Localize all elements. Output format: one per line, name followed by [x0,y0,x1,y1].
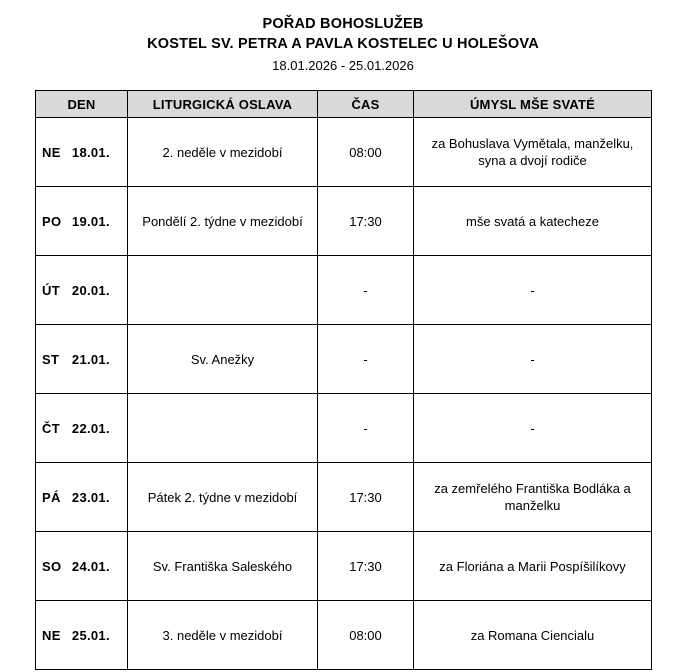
day-name: SO [42,558,62,574]
date-range: 18.01.2026 - 25.01.2026 [272,58,414,73]
table-row [36,325,652,394]
day-date: 23.01. [68,489,110,505]
cell-celebration: 3. neděle v mezidobí [128,601,318,670]
cell-day [36,601,128,670]
table-row [36,532,652,601]
cell-time: 17:30 [318,532,414,601]
cell-celebration: Pátek 2. týdne v mezidobí [128,463,318,532]
cell-day [36,532,128,601]
cell-time: - [318,256,414,325]
column-header-intention: ÚMYSL MŠE SVATÉ [414,91,652,118]
page-subtitle: KOSTEL SV. PETRA A PAVLA KOSTELEC U HOLEŠOVA [147,36,539,52]
day-name: ČT [42,420,60,436]
column-header-day: DEN [36,91,128,118]
cell-day [36,118,128,187]
page-title: POŘAD BOHOSLUŽEB [262,16,424,32]
cell-day [36,187,128,256]
cell-celebration: Sv. Františka Saleského [128,532,318,601]
column-header-celebration: LITURGICKÁ OSLAVA [128,91,318,118]
day-name: ÚT [42,282,60,298]
table-row [36,463,652,532]
table-row [36,601,652,670]
cell-celebration: 2. neděle v mezidobí [128,118,318,187]
cell-time: 08:00 [318,601,414,670]
cell-celebration: Sv. Anežky [128,325,318,394]
day-date: 22.01. [68,420,110,436]
column-header-time: ČAS [318,91,414,118]
day-date: 18.01. [68,144,110,160]
cell-time: - [318,394,414,463]
cell-time: 17:30 [318,187,414,256]
day-date: 20.01. [68,282,110,298]
cell-day [36,325,128,394]
document-header [0,0,686,76]
day-date: 19.01. [68,213,110,229]
day-name: PO [42,213,62,229]
cell-time: 17:30 [318,463,414,532]
day-name: PÁ [42,489,61,505]
day-date: 21.01. [68,351,110,367]
table-row [36,394,652,463]
day-name: NE [42,144,61,160]
table-row [36,256,652,325]
table-header-row [36,91,652,118]
schedule-table [35,90,652,670]
cell-intention: za Floriána a Marii Pospíšilíkovy [414,532,652,601]
cell-intention: za zemřelého Františka Bodláka a manželku [414,463,652,532]
table-row [36,187,652,256]
cell-day [36,463,128,532]
cell-intention: - [414,325,652,394]
table-row [36,118,652,187]
cell-intention: mše svatá a katecheze [414,187,652,256]
cell-celebration [128,394,318,463]
day-date: 24.01. [68,558,110,574]
cell-celebration: Pondělí 2. týdne v mezidobí [128,187,318,256]
cell-day [36,394,128,463]
day-name: NE [42,627,61,643]
cell-intention: za Bohuslava Vymětala, manželku, syna a dvojí rodiče [414,118,652,187]
cell-time: - [318,325,414,394]
schedule-table-wrapper [35,90,651,670]
cell-intention: za Romana Ciencialu [414,601,652,670]
schedule-table-body [36,118,652,670]
cell-intention: - [414,394,652,463]
cell-intention: - [414,256,652,325]
cell-day [36,256,128,325]
cell-celebration [128,256,318,325]
day-name: ST [42,351,60,367]
day-date: 25.01. [68,627,110,643]
cell-time: 08:00 [318,118,414,187]
